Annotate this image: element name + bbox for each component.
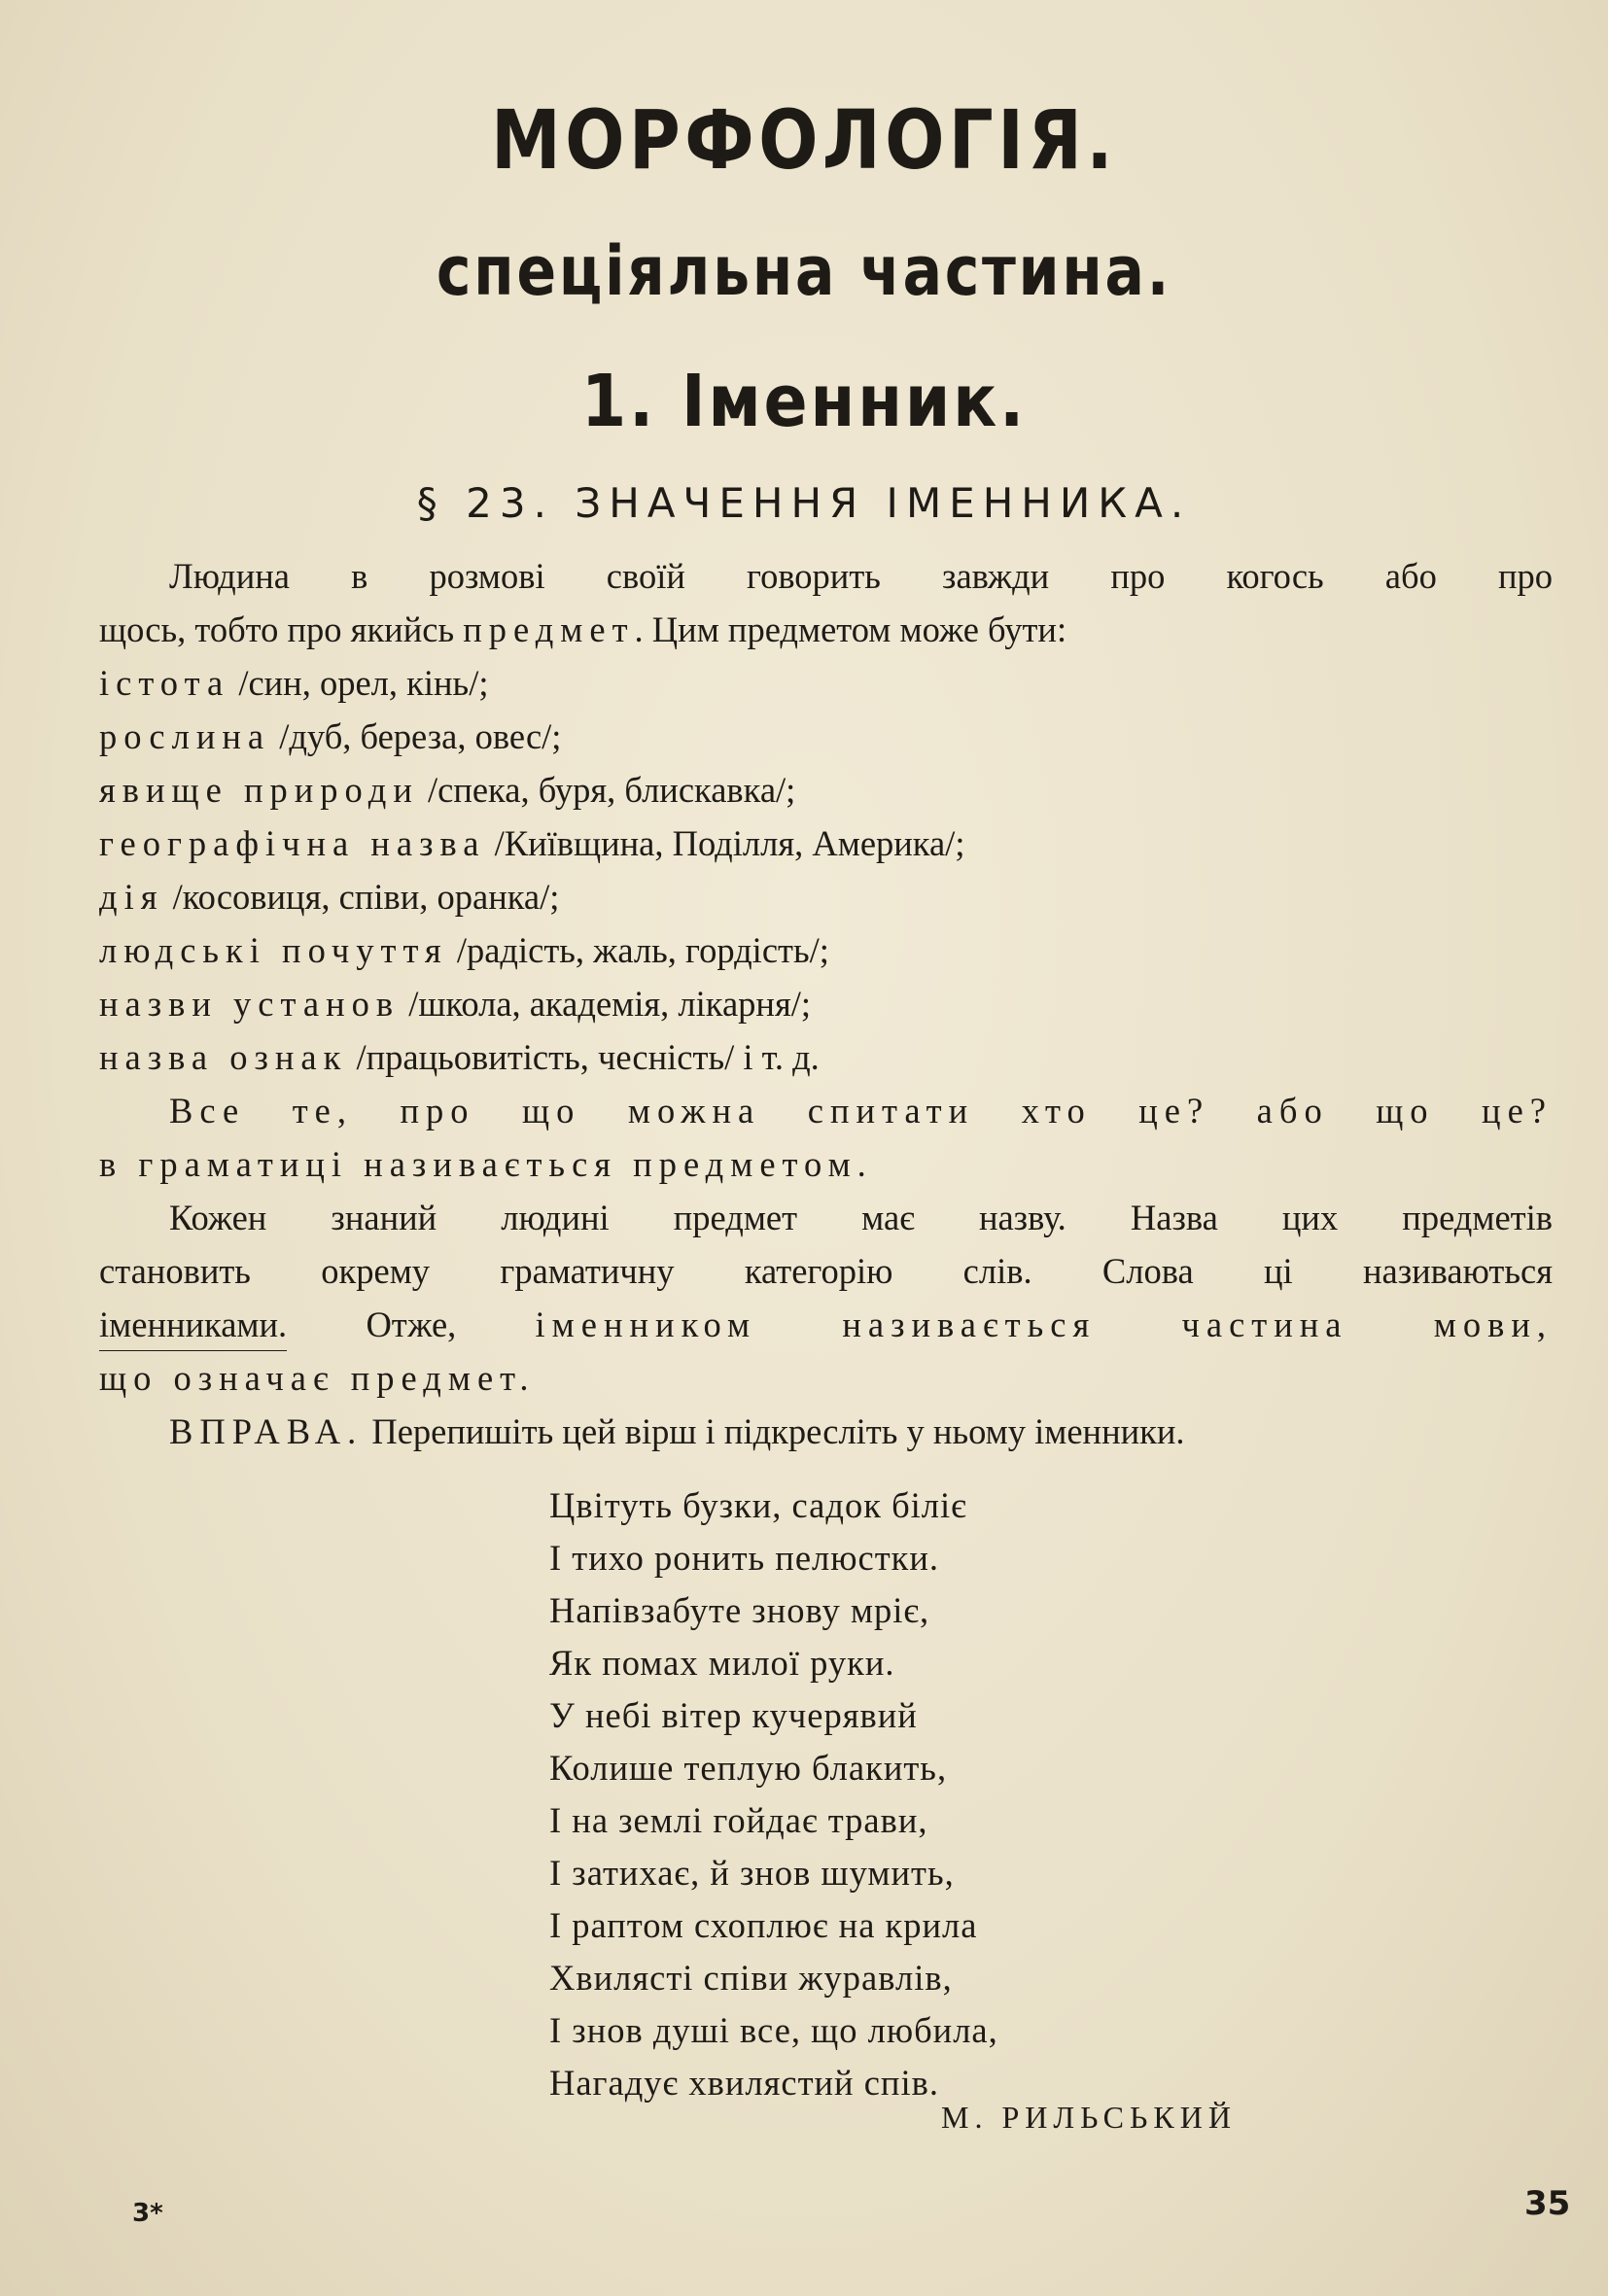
text-line: Кожен знаний людині предмет має назву. Назва цих предметів xyxy=(169,1198,1553,1237)
poem-line: І тихо ронить пелюстки. xyxy=(549,1538,940,1578)
text-fragment: . Цим предметом може бути: xyxy=(634,609,1067,649)
list-item xyxy=(99,656,1553,710)
list-item xyxy=(99,870,1553,923)
poem-line: Напівзабуте знову мріє, xyxy=(549,1590,930,1630)
category-term: істота xyxy=(99,663,230,703)
body-text xyxy=(99,549,1553,1458)
list-item xyxy=(99,710,1553,763)
text-line: що означає предмет. xyxy=(99,1358,536,1398)
text-line xyxy=(99,1298,1553,1351)
list-item xyxy=(99,977,1553,1030)
page-number: 35 xyxy=(1524,2184,1571,2223)
poem-line: І на землі гойдає трави, xyxy=(549,1800,928,1840)
emphasized-term: предмет xyxy=(463,609,635,649)
category-examples: /Київщина, Поділля, Америка/; xyxy=(485,823,965,863)
text-fragment: щось, тобто про якийсь xyxy=(99,609,464,649)
exercise-instruction: Перепишіть цей вірш і підкресліть у ньому іменники. xyxy=(363,1411,1185,1451)
poem-line: І раптом схоплює на крила xyxy=(549,1905,978,1945)
text-line: становить окрему граматичну категорію слів. Слова ці називаються xyxy=(99,1251,1553,1291)
category-term: людські почуття xyxy=(99,930,448,970)
category-term: назва ознак xyxy=(99,1037,348,1077)
section-title: § 23. ЗНАЧЕННЯ ІМЕННИКА. xyxy=(416,479,1192,527)
category-term: назви установ xyxy=(99,984,401,1024)
category-examples: /косовиця, співи, оранка/; xyxy=(163,877,560,917)
list-item xyxy=(99,923,1553,977)
list-item xyxy=(99,763,1553,817)
list-item xyxy=(99,817,1553,870)
poem-line: Цвітуть бузки, садок біліє xyxy=(549,1485,967,1525)
poem-line: І затихає, й знов шумить, xyxy=(549,1853,955,1893)
poem-line: Колише теплую блакить, xyxy=(549,1748,948,1788)
poem xyxy=(549,1479,998,2109)
chapter-title: 1. Іменник. xyxy=(580,360,1028,443)
category-examples: /син, орел, кінь/; xyxy=(229,663,489,703)
definition-text: іменником називається частина мови, xyxy=(535,1305,1553,1344)
category-examples: /радість, жаль, гордість/; xyxy=(447,930,829,970)
underlined-term: іменниками. xyxy=(99,1305,287,1351)
category-term: явище природи xyxy=(99,770,419,810)
text-line: в граматиці називається предметом. xyxy=(99,1144,873,1184)
poem-author: М. РИЛЬСЬКИЙ xyxy=(941,2100,1237,2135)
poem-line: Як помах милої руки. xyxy=(549,1643,895,1683)
category-examples: /дуб, береза, овес/; xyxy=(270,716,562,756)
poem-line: Хвилясті співи журавлів, xyxy=(549,1958,953,1998)
text-line xyxy=(99,603,1553,656)
poem-line: Нагадує хвилястий спів. xyxy=(549,2063,939,2103)
text-line: Все те, про що можна спитати хто це? або що це? xyxy=(169,1091,1553,1131)
category-term: дія xyxy=(99,877,164,917)
category-examples: /спека, буря, блискавка/; xyxy=(418,770,796,810)
text-line: Людина в розмові своїй говорить завжди про когось або про xyxy=(169,556,1553,596)
category-term: географічна назва xyxy=(99,823,486,863)
category-examples: /працьовитість, чесність/ і т. д. xyxy=(347,1037,820,1077)
exercise-line xyxy=(99,1405,1553,1458)
page-title: МОРФОЛОГІЯ. xyxy=(490,92,1117,188)
page-subtitle: спеціяльна частина. xyxy=(436,231,1172,311)
category-examples: /школа, академія, лікарня/; xyxy=(400,984,812,1024)
text-fragment: Отже, xyxy=(287,1305,536,1344)
signature-mark: 3* xyxy=(132,2199,163,2228)
poem-line: І знов душі все, що любила, xyxy=(549,2010,998,2050)
category-term: рослина xyxy=(99,716,271,756)
exercise-label: ВПРАВА. xyxy=(169,1411,364,1451)
list-item xyxy=(99,1030,1553,1084)
poem-line: У небі вітер кучерявий xyxy=(549,1695,918,1735)
